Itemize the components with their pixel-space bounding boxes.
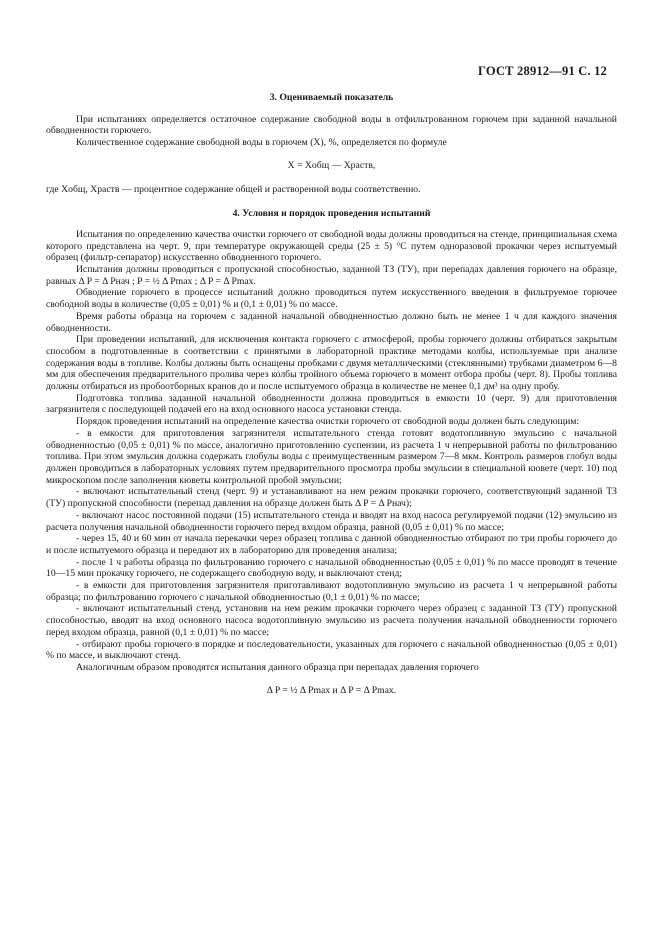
procedure-item: - в емкости для приготовления загрязнителя испытательного стенда готовят водотопливную эмульсию с начальной обводненностью (0,05 ± 0,01) % по массе, аналогично приготовлению суспензии, из расчета 1 ч непрерывной работы по фильтрованию топлива. При этом эмульсия должна содержать глобулы воды с преимущественным размером 7—8 мкм. Контроль размеров глобул воды должен проводиться в лабораторных условиях путем предварительного просмотра пробы эмульсии в специальной кювете (черт. 10) под микроскопом после заполнения кюветы контрольной пробой эмульсии; <box>46 427 617 486</box>
section-3-paragraph-2: Количественное содержание свободной воды в горючем (X), %, определяется по формуле <box>76 137 447 149</box>
procedure-item: - включают насос постоянной подачи (15) испытательного стенда и вводят на вход насоса регулируемой подачи (12) эмульсию из расчета получения начальной обводненности горючего перед входом образца, равной (0,05 ± 0,01) % по массе; <box>46 509 617 533</box>
procedure-item: - через 15, 40 и 60 мин от начала перекачки через образец топлива с данной обводненностью отбирают по три пробы горючего до и после испытуемого образца и передают их в лабораторию для проведения анализа; <box>46 533 617 556</box>
section-4-paragraph-7: Порядок проведения испытаний на определение качества очистки горючего от свободной воды должен быть следующим: <box>76 416 580 428</box>
section-4-paragraph-1: Испытания по определению качества очистки горючего от свободной воды должны проводиться на стенде, принципиальная схема которого представлена на черт. 9, при температуре окружающей среды (25 ± 5) °С путем одноразовой прокачки через испытуемый образец (фильтр-сепаратор) искусственно обводненного горючего. <box>46 228 617 264</box>
section-4-paragraph-4: Время работы образца на горючем с заданной начальной обводненностью должно быть не менее 1 ч для каждого значения обводненности. <box>46 310 617 334</box>
page-header: ГОСТ 28912—91 С. 12 <box>478 64 607 78</box>
document-body <box>46 92 617 708</box>
section-4-paragraph-2: Испытания должны проводиться с пропускной способностью, заданной ТЗ (ТУ), при перепадах давления горючего на образце, равных Δ P = Δ Pнач ; P = ½ Δ Pmax ; Δ P = Δ Pmax. <box>46 264 617 287</box>
procedure-item: - включают испытательный стенд (черт. 9) и устанавливают на нем режим прокачки горючего, соответствующий заданной ТЗ (ТУ) пропускной способности (перепад давления на образце должен быть Δ P = Δ Pнач); <box>46 486 617 510</box>
section-4-paragraph-8: Аналогичным образом проводятся испытания данного образца при перепадах давления горючего <box>76 661 479 673</box>
section-3-paragraph-1: При испытаниях определяется остаточное содержание свободной воды в отфильтрованном горючем при заданной начальной обводненности горючего. <box>46 113 617 137</box>
procedure-item: - после 1 ч работы образца по фильтрованию горючего с начальной обводненностью (0,05 ± 0,01) % по массе проводят в течение 10—15 мин прокачку горючего, не содержащего свободную воду, и выключают стенд; <box>46 556 617 580</box>
formula-pressure-drop: Δ P = ½ Δ Pmax и Δ P = Δ Pmax. <box>266 684 397 696</box>
formula-x: X = Xобщ — Xраств, <box>287 159 376 171</box>
procedure-item: - отбирают пробы горючего в порядке и последовательности, указанных для горючего с начальной обводненностью (0,05 ± 0,01) % по массе, и выключают стенд. <box>46 638 617 662</box>
procedure-item: - включают испытательный стенд, установив на нем режим прокачки горючего через образец с заданной ТЗ (ТУ) пропускной способностью, вводят на вход основного насоса водотопливную эмульсию из расчета получения начальной обводненности горючего перед входом образца, равной (0,1 ± 0,01) % по массе; <box>46 603 617 638</box>
section-4-paragraph-6: Подготовка топлива заданной начальной обводненности должна проводиться в емкости 10 (черт. 9) для приготовления загрязнителя с последующей подачей его на вход основного насоса установки стенда. <box>46 392 617 416</box>
procedure-item: - в емкости для приготовления загрязнителя приготавливают водотопливную эмульсию из расчета 1 ч непрерывной работы образца; по фильтрованию горючего с начальной обводненностью (0,1 ± 0,01) % по массе; <box>46 580 617 603</box>
section-3-paragraph-3: где Xобщ, Xраств — процентное содержание общей и растворенной воды соответственно. <box>46 183 421 195</box>
section-4-paragraph-5: При проведении испытаний, для исключения контакта горючего с атмосферой, пробы горючего должны отбираться закрытым способом в подготовленные в соответствии с принятыми в лабораторной практике методами колбы, используемые при анализе содержания воды в топливе. Колбы должны быть оснащены пробками с двумя металлическими (стеклянными) трубками диаметром 6—8 мм для обеспечения предварительного пролива через колбы тройного объема горючего в момент отбора пробы (черт. 8). Пробы топлива должны отбираться из пробоотборных кранов до и после испытуемого образца в количестве не менее 0,1 дм³ на одну пробу. <box>46 334 617 393</box>
section-4-paragraph-3: Обводнение горючего в процессе испытаний должно проводиться путем искусственного введения в фильтруемое горючее свободной воды в количестве (0,05 ± 0,01) % и (0,1 ± 0,01) % по массе. <box>46 287 617 311</box>
section-4-title: 4. Условия и порядок проведения испытаний <box>232 208 431 220</box>
section-3-title: 3. Оцениваемый показатель <box>269 92 394 103</box>
